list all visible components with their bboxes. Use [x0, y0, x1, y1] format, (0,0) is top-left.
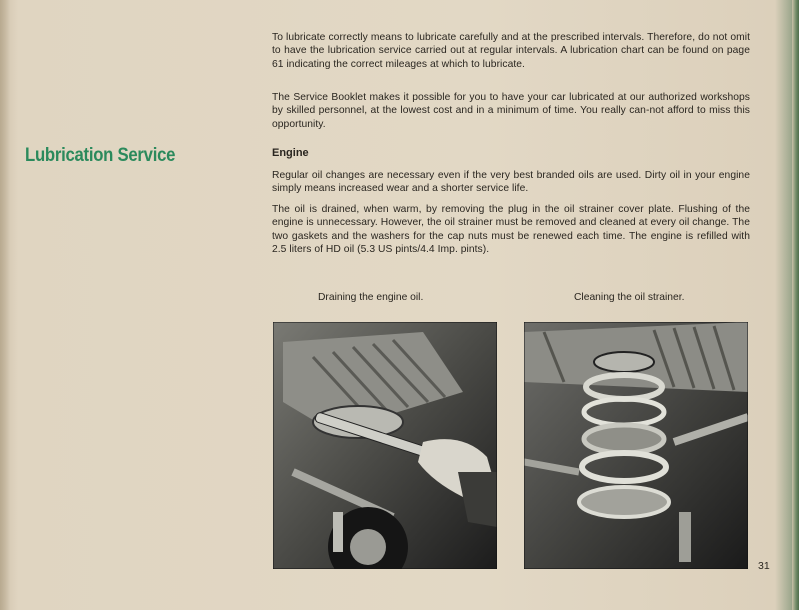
page-edge-strip	[792, 0, 799, 610]
intro-paragraph-1: To lubricate correctly means to lubricate carefully and at the prescribed intervals. Therefore, do not omit to have the lubrication service carried out at regular intervals. A lubrication chart can be found on page 61 indicating the correct mileages at which to lubricate.	[272, 32, 750, 70]
engine-paragraph-2: The oil is drained, when warm, by removing the plug in the oil strainer cover plate. Flushing of the engine is unnecessary. However, the oil strainer must be removed and cleaned at every oil change. The two gaskets and the washers for the cap nuts must be renewed each time. The engine is refilled with 2.5 liters of HD oil (5.3 US pints/4.4 Imp. pints).	[272, 204, 750, 255]
figure-caption-draining: Draining the engine oil.	[318, 292, 424, 303]
intro-paragraph-2: The Service Booklet makes it possible for you to have your car lubricated at our authorized workshops by skilled personnel, at the lowest cost and in a minimum of time. You really can-not afford to miss this opportunity.	[272, 92, 750, 130]
photo-cleaning-oil-strainer	[524, 322, 748, 569]
page-binding-shadow	[0, 0, 10, 610]
figure-caption-strainer: Cleaning the oil strainer.	[574, 292, 685, 303]
photo-draining-engine-oil	[273, 322, 497, 569]
engine-heading: Engine	[272, 147, 309, 159]
section-title: Lubrication Service	[25, 145, 176, 166]
page-number: 31	[758, 560, 770, 572]
engine-paragraph-1: Regular oil changes are necessary even if the very best branded oils are used. Dirty oil in your engine simply means increased wear and a shorter service life.	[272, 170, 750, 195]
